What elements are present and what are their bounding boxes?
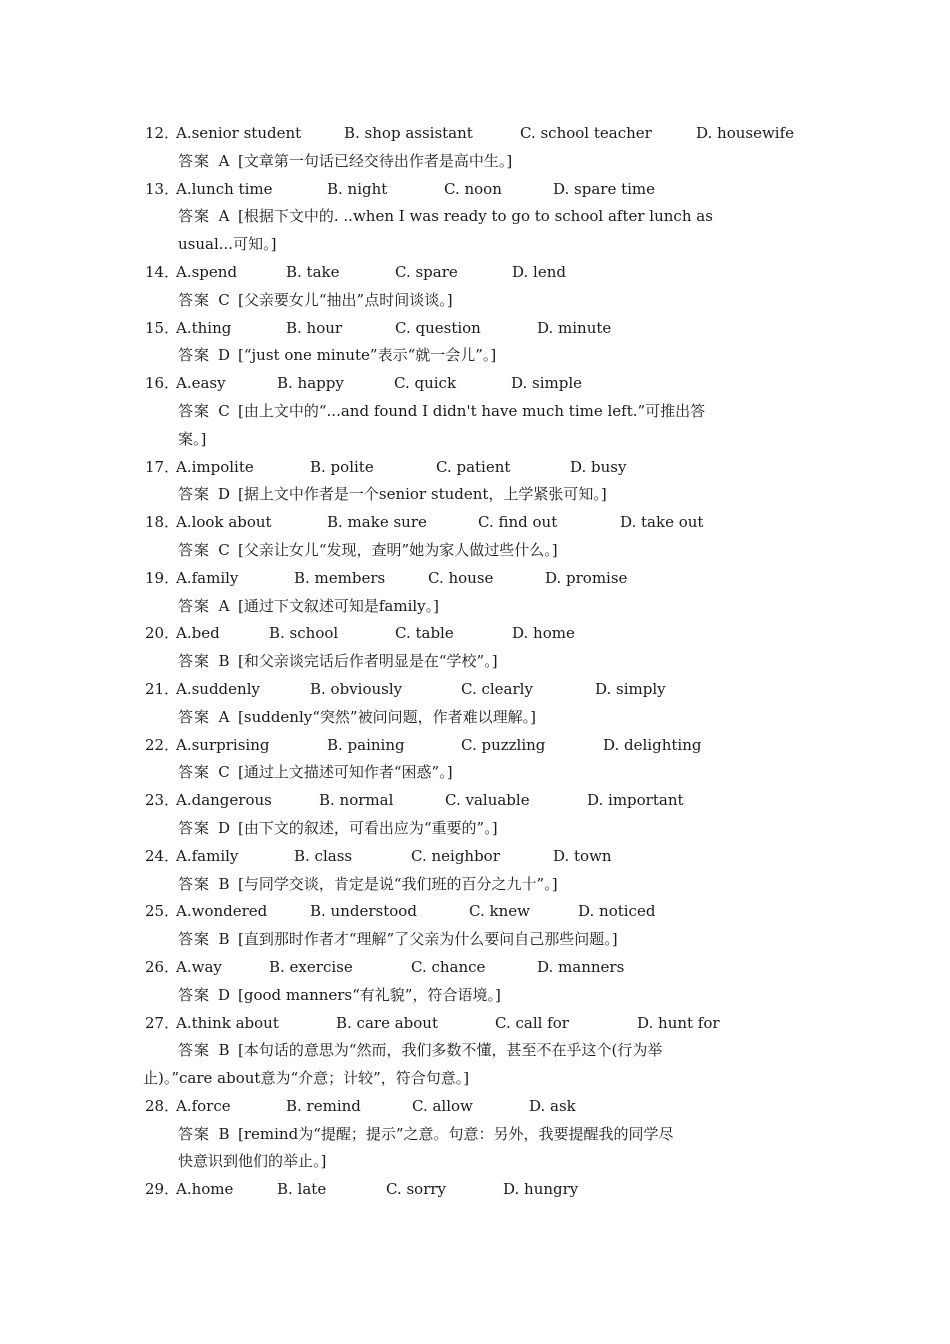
answer-letter: D: [218, 346, 231, 365]
question-options-row: [145, 176, 815, 204]
option-c: C. clearly: [461, 679, 533, 698]
question-number: 18．: [145, 513, 180, 532]
option-d: D. take out: [620, 513, 704, 532]
option-d: D. hunt for: [637, 1013, 720, 1032]
answer-label: 答案: [178, 485, 211, 504]
option-b: B. understood: [310, 902, 417, 921]
answer-explanation: [remind为“提醒；提示”之意。句意：另外，我要提醒我的同学尽: [238, 1124, 674, 1143]
option-c: C. neighbor: [411, 846, 500, 865]
answer-row: [145, 1121, 815, 1149]
option-a: A.bed: [176, 624, 220, 643]
option-d: D. manners: [537, 957, 625, 976]
answer-letter: B: [218, 1041, 230, 1060]
answer-letter: B: [218, 1124, 230, 1143]
option-a: A.family: [176, 846, 239, 865]
answer-letter: D: [218, 485, 231, 504]
option-a: A.home: [176, 1180, 234, 1199]
option-d: D. noticed: [578, 902, 656, 921]
answer-letter: A: [218, 596, 230, 615]
option-c: C. valuable: [445, 791, 530, 810]
question-number: 19．: [145, 568, 180, 587]
question-number: 20．: [145, 624, 180, 643]
question-options-row: [145, 259, 815, 287]
option-d: D. hungry: [503, 1180, 579, 1199]
option-a: A.family: [176, 568, 239, 587]
question-number: 13．: [145, 179, 180, 198]
answer-label: 答案: [178, 707, 211, 726]
option-c: C. call for: [495, 1013, 569, 1032]
option-b: B. normal: [319, 791, 394, 810]
option-b: B. members: [294, 568, 386, 587]
answer-row: [145, 342, 815, 370]
answer-row: [145, 287, 815, 315]
answer-label: 答案: [178, 346, 211, 365]
answer-label: 答案: [178, 1041, 211, 1060]
question-options-row: [145, 1010, 815, 1038]
question-number: 21．: [145, 679, 180, 698]
answer-explanation: [文章第一句话已经交待出作者是高中生。]: [238, 151, 513, 170]
answer-letter: A: [218, 207, 230, 226]
option-a: A.dangerous: [176, 791, 272, 810]
answer-letter: A: [218, 707, 230, 726]
answer-label: 答案: [178, 540, 211, 559]
answer-row: [145, 593, 815, 621]
option-b: B. shop assistant: [344, 124, 473, 142]
answer-label: 答案: [178, 151, 211, 170]
option-d: D. ask: [529, 1096, 576, 1115]
answer-explanation: [good manners“有礼貌”，符合语境。]: [238, 985, 501, 1004]
option-a: A.thing: [176, 318, 232, 337]
question-number: 16．: [145, 374, 180, 393]
answer-letter: C: [218, 540, 230, 559]
question-number: 15．: [145, 318, 180, 337]
question-options-row: [145, 843, 815, 871]
answer-letter: D: [218, 985, 231, 1004]
question-number: 14．: [145, 262, 180, 281]
question-options-row: [145, 954, 815, 982]
option-d: D. promise: [545, 568, 628, 587]
option-d: D. simple: [511, 374, 583, 393]
question-number: 17．: [145, 457, 180, 476]
answer-row: [145, 759, 815, 787]
option-d: D. simply: [595, 679, 666, 698]
option-c: C. school teacher: [520, 124, 652, 142]
question-number: 12．: [145, 124, 180, 142]
option-d: D. spare time: [553, 179, 656, 198]
option-a: A.suddenly: [176, 679, 260, 698]
option-a: A.impolite: [176, 457, 254, 476]
question-options-row: [145, 1093, 815, 1121]
option-a: A.easy: [176, 374, 226, 393]
answer-explanation: [由上文中的“...and found I didn't have much time left.”可推出答: [238, 401, 706, 420]
answer-row: [145, 537, 815, 565]
question-options-row: [145, 120, 815, 148]
option-b: B. night: [327, 179, 388, 198]
option-a: A.look about: [176, 513, 272, 532]
option-c: C. find out: [478, 513, 558, 532]
answer-label: 答案: [178, 401, 211, 420]
answer-letter: B: [218, 652, 230, 671]
option-c: C. sorry: [386, 1180, 447, 1199]
answer-explanation: [和父亲谈完话后作者明显是在“学校”。]: [238, 652, 498, 671]
option-c: C. puzzling: [461, 735, 546, 754]
option-a: A.think about: [176, 1013, 279, 1032]
answer-row: [145, 648, 815, 676]
option-c: C. table: [395, 624, 454, 643]
answer-explanation: [父亲让女儿“发现，查明”她为家人做过些什么。]: [238, 540, 558, 559]
question-number: 22．: [145, 735, 180, 754]
question-options-row: [145, 370, 815, 398]
option-c: C. allow: [412, 1096, 473, 1115]
answer-row: [145, 871, 815, 899]
answer-label: 答案: [178, 290, 211, 309]
answer-label: 答案: [178, 930, 211, 949]
option-d: D. busy: [570, 457, 627, 476]
option-b: B. hour: [286, 318, 343, 337]
answer-letter: B: [218, 874, 230, 893]
question-number: 29．: [145, 1180, 180, 1199]
answer-letter: C: [218, 401, 230, 420]
answer-explanation: [根据下文中的. ..when I was ready to go to school after lunch as: [238, 207, 713, 226]
option-b: B. remind: [286, 1096, 361, 1115]
question-options-row: [145, 315, 815, 343]
answer-letter: C: [218, 290, 230, 309]
question-number: 26．: [145, 957, 180, 976]
question-options-row: [145, 620, 815, 648]
option-c: C. question: [395, 318, 481, 337]
option-d: D. housewife: [696, 124, 795, 142]
answer-label: 答案: [178, 1124, 211, 1143]
option-b: B. obviously: [310, 679, 403, 698]
answer-row: [145, 926, 815, 954]
answer-row: [145, 815, 815, 843]
answer-letter: C: [218, 763, 230, 782]
answer-label: 答案: [178, 596, 211, 615]
answer-label: 答案: [178, 874, 211, 893]
answer-label: 答案: [178, 818, 211, 837]
option-b: B. late: [277, 1180, 327, 1199]
option-d: D. town: [553, 846, 612, 865]
option-b: B. take: [286, 262, 340, 281]
option-d: D. delighting: [603, 735, 702, 754]
answer-row: [145, 1037, 815, 1065]
option-b: B. happy: [277, 374, 344, 393]
option-d: D. minute: [537, 318, 612, 337]
answer-explanation: [与同学交谈，肯定是说“我们班的百分之九十”。]: [238, 874, 558, 893]
answer-explanation: [本句话的意思为“然而，我们多数不懂，甚至不在乎这个(行为举: [238, 1041, 663, 1060]
answer-row: [145, 481, 815, 509]
question-number: 25．: [145, 902, 180, 921]
option-b: B. care about: [336, 1013, 438, 1032]
option-d: D. lend: [512, 262, 566, 281]
answer-letter: B: [218, 930, 230, 949]
option-c: C. knew: [469, 902, 530, 921]
question-options-row: [145, 1176, 815, 1204]
option-a: A.way: [176, 957, 222, 976]
question-number: 23．: [145, 791, 180, 810]
option-b: B. exercise: [269, 957, 353, 976]
answer-row: [145, 203, 815, 231]
option-c: C. chance: [411, 957, 486, 976]
option-c: C. patient: [436, 457, 511, 476]
option-a: A.wondered: [176, 902, 268, 921]
option-d: D. important: [587, 791, 684, 810]
option-b: B. paining: [327, 735, 405, 754]
option-c: C. house: [428, 568, 494, 587]
answer-explanation: [“just one minute”表示“就一会儿”。]: [238, 346, 497, 365]
question-options-row: [145, 732, 815, 760]
question-options-row: [145, 676, 815, 704]
answer-row: [145, 704, 815, 732]
option-a: A.spend: [176, 262, 238, 281]
option-a: A.lunch time: [176, 179, 273, 198]
answer-explanation: [suddenly“突然”被问问题，作者难以理解。]: [238, 707, 536, 726]
question-number: 24．: [145, 846, 180, 865]
answer-explanation: [直到那时作者才“理解”了父亲为什么要问自己那些问题。]: [238, 930, 618, 949]
answer-row: [145, 398, 815, 426]
question-options-row: [145, 787, 815, 815]
option-b: B. class: [294, 846, 353, 865]
question-options-row: [145, 565, 815, 593]
option-a: A.surprising: [176, 735, 270, 754]
option-c: C. quick: [394, 374, 457, 393]
option-b: B. make sure: [327, 513, 427, 532]
question-options-row: [145, 454, 815, 482]
answer-explanation: [据上文中作者是一个senior student，上学紧张可知。]: [238, 485, 607, 504]
option-c: C. noon: [444, 179, 502, 198]
option-d: D. home: [512, 624, 575, 643]
question-options-row: [145, 898, 815, 926]
answer-explanation: [通过下文叙述可知是family。]: [238, 596, 440, 615]
answer-row: [145, 148, 815, 176]
answer-explanation-continued: 快意识到他们的举止。]: [178, 1152, 327, 1171]
option-c: C. spare: [395, 262, 458, 281]
answer-key-content: [145, 120, 815, 1204]
option-a: A.force: [176, 1096, 231, 1115]
answer-explanation: [通过上文描述可知作者“困惑”。]: [238, 763, 453, 782]
answer-explanation-continued: 案。]: [178, 429, 207, 448]
option-b: B. school: [269, 624, 339, 643]
option-b: B. polite: [310, 457, 374, 476]
answer-explanation-continued: usual...可知。]: [178, 235, 277, 254]
answer-label: 答案: [178, 652, 211, 671]
answer-letter: D: [218, 818, 231, 837]
question-options-row: [145, 509, 815, 537]
answer-explanation: [父亲要女儿“抽出”点时间谈谈。]: [238, 290, 453, 309]
question-number: 27．: [145, 1013, 180, 1032]
answer-label: 答案: [178, 985, 211, 1004]
answer-letter: A: [218, 151, 230, 170]
answer-label: 答案: [178, 763, 211, 782]
answer-explanation: [由下文的叙述，可看出应为“重要的”。]: [238, 818, 498, 837]
option-a: A.senior student: [176, 124, 302, 142]
answer-label: 答案: [178, 207, 211, 226]
answer-row: [145, 982, 815, 1010]
question-number: 28．: [145, 1096, 180, 1115]
answer-explanation-continued: 止)。”care about意为“介意；计较”，符合句意。]: [143, 1069, 470, 1088]
